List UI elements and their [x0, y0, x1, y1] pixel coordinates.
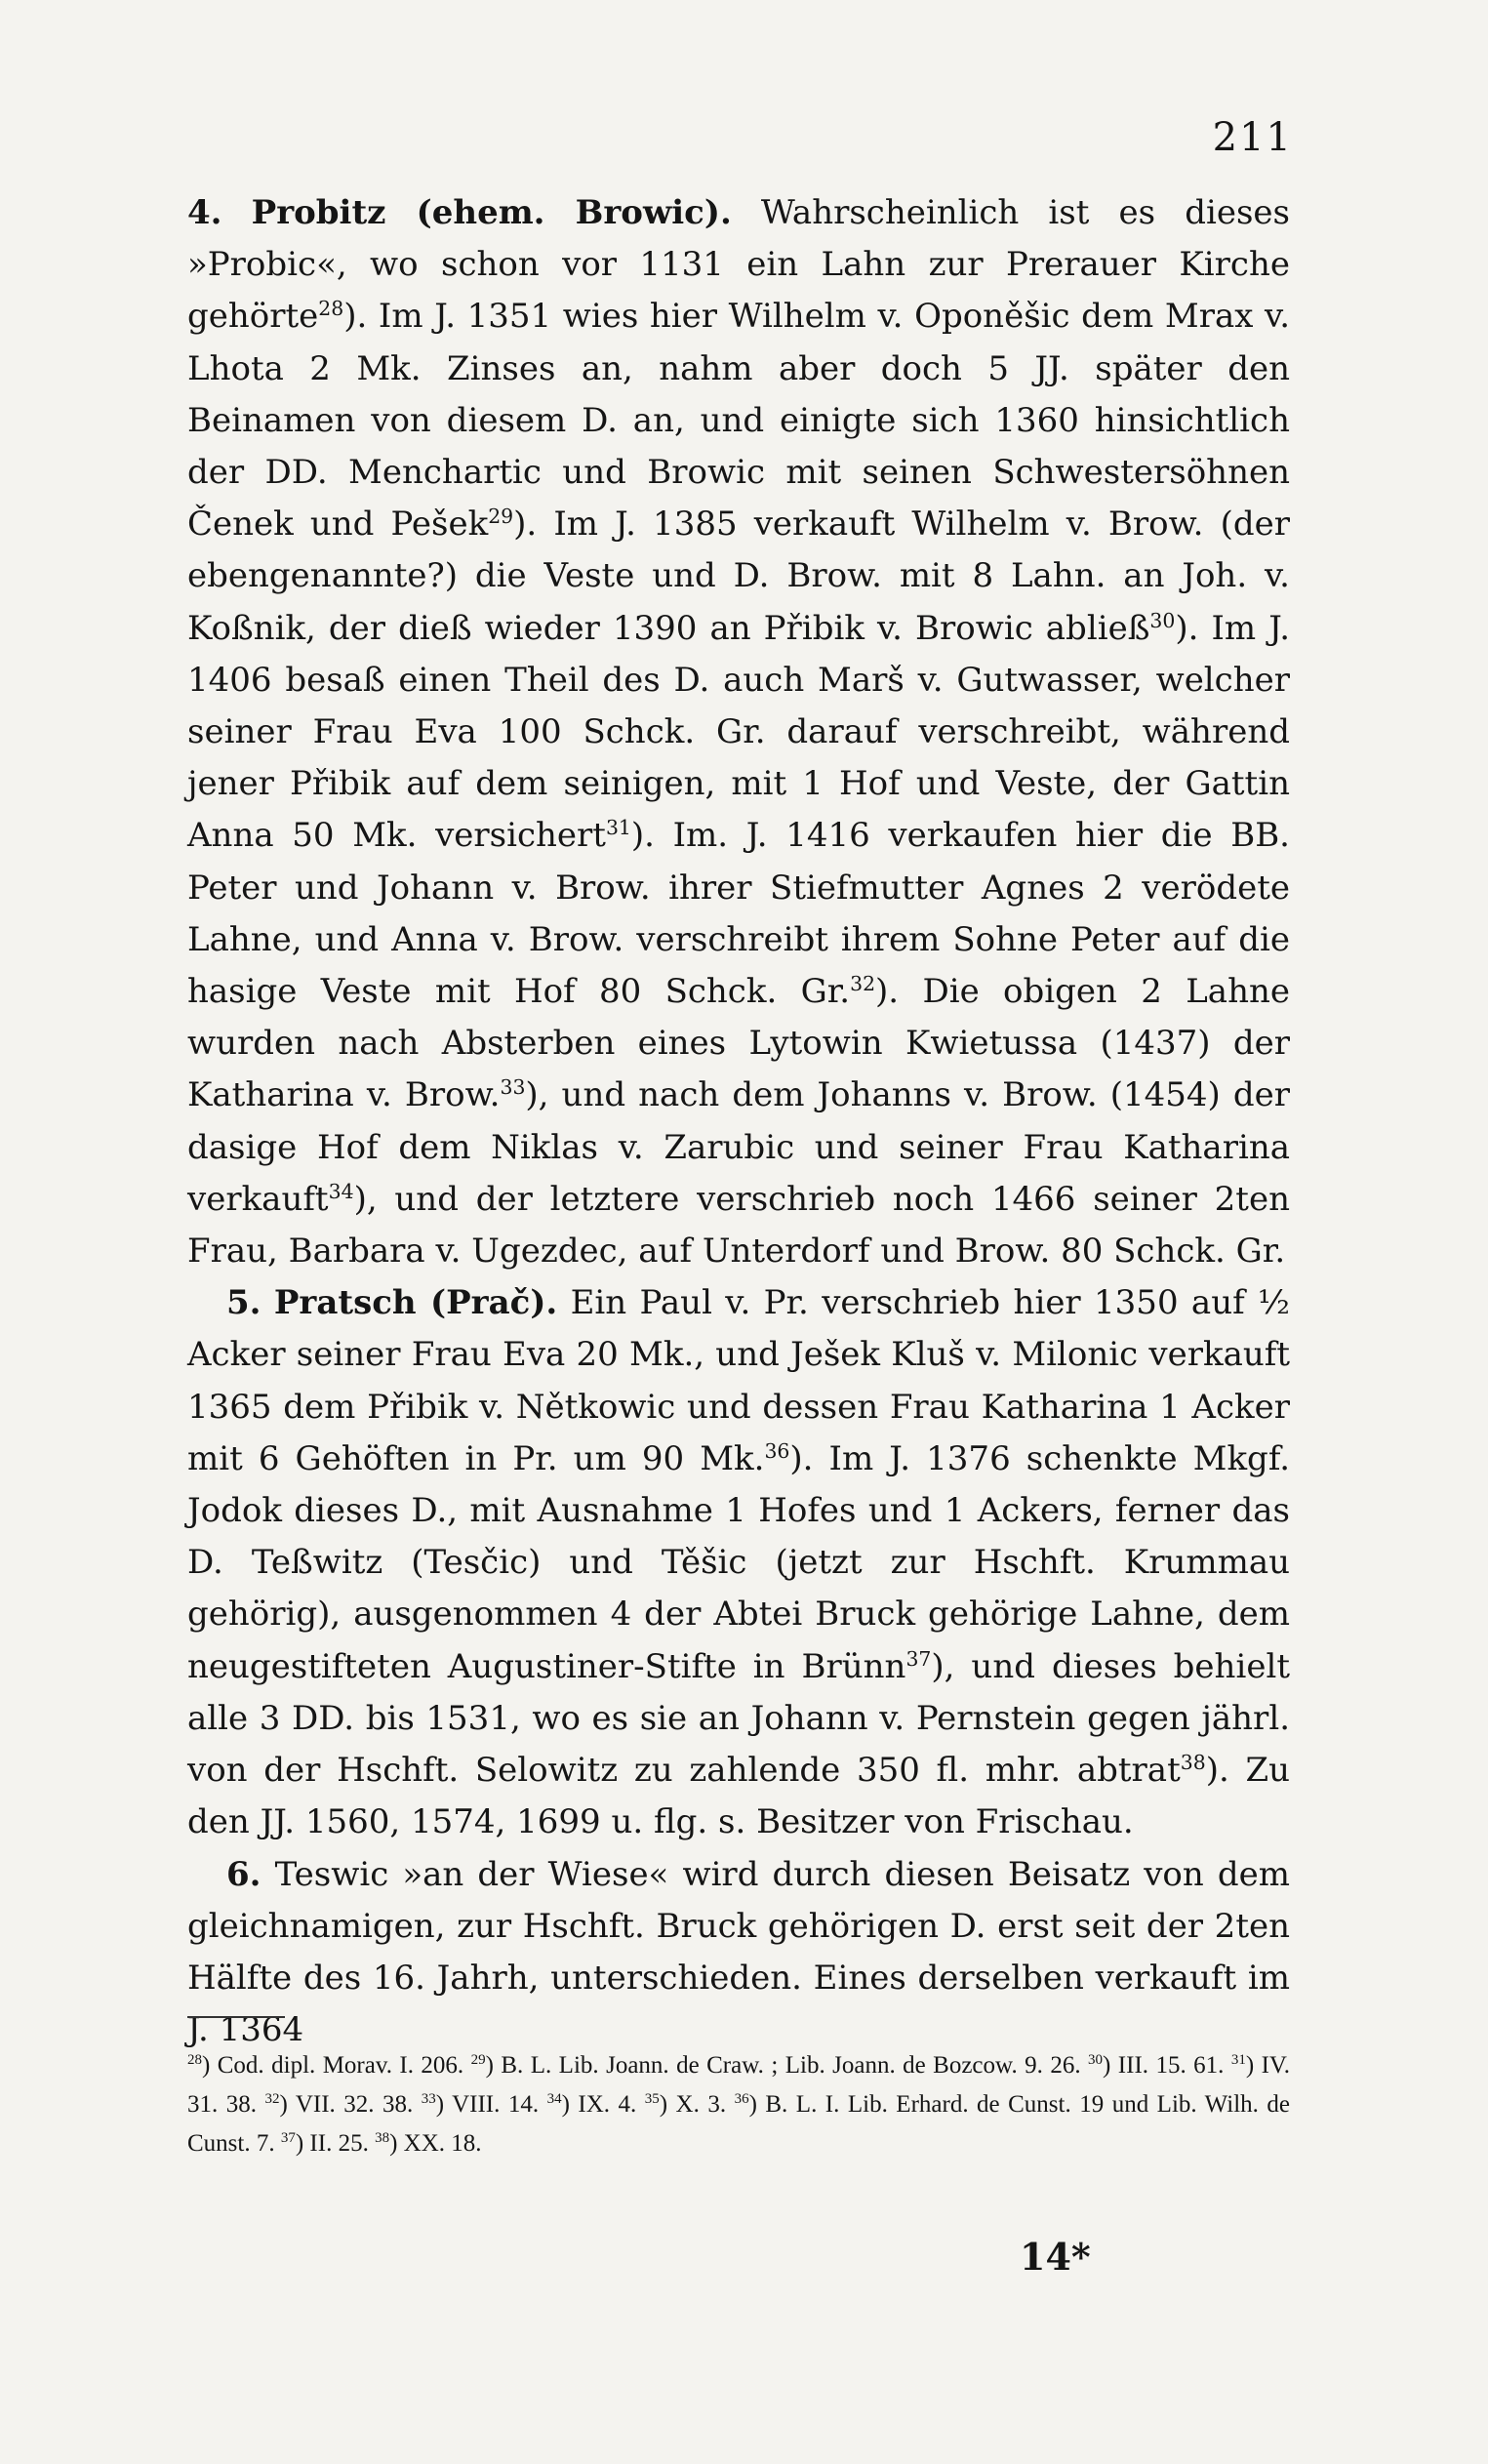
footnote-ref: 29 — [488, 504, 514, 528]
footnote-text: ) IV. 31. 38. — [187, 2052, 1290, 2118]
text-run: ). Im J. 1406 besaß einen Theil des D. auch Marš v. Gutwasser, welcher seiner Frau Eva 100 Schck. Gr. darauf verschreibt, während jener Přibik auf dem seinigen, mit 1 Hof und Veste, der Gattin Anna 50 Mk. versichert — [187, 608, 1290, 856]
footnote-ref: 28 — [318, 297, 344, 321]
footnote-number: 32 — [264, 2091, 280, 2107]
text-run: Wahrscheinlich ist es dieses »Probic«, wo schon vor 1131 ein Lahn zur Prerauer Kirche gehörte — [187, 193, 1290, 337]
text-run: ). Die obigen 2 Lahne wurden nach Absterben eines Lytowin Kwietussa (1437) der Katharina v. Brow. — [187, 972, 1290, 1115]
footnote-text: ) IX. 4. — [561, 2091, 645, 2118]
page-number: 211 — [1212, 115, 1293, 160]
main-text — [187, 187, 1290, 2056]
section-number: 4. — [187, 193, 222, 232]
footnote-ref: 33 — [500, 1075, 526, 1100]
footnote-ref: 36 — [764, 1438, 790, 1463]
section-6-paragraph — [187, 1849, 1290, 2057]
section-number: 5. — [226, 1283, 261, 1323]
footnote-number: 33 — [421, 2091, 436, 2107]
section-4-paragraph — [187, 187, 1290, 1277]
section-title: Probitz (ehem. Browic). — [251, 193, 732, 232]
footnotes — [187, 2046, 1290, 2163]
footnote-ref: 34 — [328, 1179, 354, 1203]
footnote-text: ) VII. 32. 38. — [279, 2091, 422, 2118]
footnote-ref: 30 — [1149, 608, 1176, 632]
text-run: ). Im J. 1385 verkauft Wilhelm v. Brow. (der ebengenannte?) die Veste und D. Brow. mit 8 Lahn. an Joh. v. Koßnik, der dieß wieder 1390 an Přibik v. Browic abließ — [187, 505, 1290, 648]
footnote-number: 31 — [1230, 2052, 1246, 2068]
footnote-number: 29 — [470, 2052, 486, 2068]
footnote-ref: 32 — [850, 971, 876, 995]
footnote-number: 35 — [644, 2091, 660, 2107]
footnote-number: 28 — [187, 2052, 202, 2068]
text-run: ). Im J. 1351 wies hier Wilhelm v. Oponěšic dem Mrax v. Lhota 2 Mk. Zinses an, nahm aber doch 5 JJ. später den Beinamen von diesem D. an, und einigte sich 1360 hinsichtlich der DD. Menchartic und Browic mit seinen Schwestersöhnen Čenek und Pešek — [187, 297, 1290, 545]
footnote-divider — [187, 2016, 285, 2018]
text-run: ), und dieses behielt alle 3 DD. bis 1531, wo es sie an Johann v. Pernstein gegen jährl. von der Hschft. Selowitz zu zahlende 350 fl. mhr. abtrat — [187, 1646, 1290, 1791]
footnote-text: ) XX. 18. — [389, 2130, 482, 2157]
signature-mark: 14* — [1020, 2235, 1091, 2279]
footnote-text: ) VIII. 14. — [435, 2091, 547, 2118]
footnote-number: 36 — [734, 2091, 749, 2107]
section-5-paragraph — [187, 1277, 1290, 1848]
footnote-number: 34 — [546, 2091, 562, 2107]
text-run: »an der Wiese« wird durch diesen Beisatz von dem gleichnamigen, zur Hschft. Bruck gehörigen D. erst seit der 2ten Hälfte des 16. Jahrh, unterschieden. Eines derselben verkauft im J. 1364 — [187, 1854, 1290, 2050]
footnote-block — [187, 2046, 1290, 2163]
text-run: ), und nach dem Johanns v. Brow. (1454) der dasige Hof dem Niklas v. Zarubic und seiner Frau Katharina verkauft — [187, 1075, 1290, 1219]
footnote-text: ) II. 25. — [295, 2130, 376, 2157]
footnote-ref: 31 — [605, 816, 631, 840]
footnote-number: 30 — [1088, 2052, 1104, 2068]
text-run: ). Im J. 1376 schenkte Mkgf. Jodok dieses D., mit Ausnahme 1 Hofes und 1 Ackers, ferner das D. Teßwitz (Tesčic) und Těšic (jetzt zur Hschft. Krummau gehörig), ausgenommen 4 der Abtei Bruck gehörige Lahne, dem neugestifteten Augustiner-Stifte in Brünn — [187, 1438, 1291, 1686]
footnote-ref: 38 — [1180, 1750, 1206, 1774]
text-run: ). Im. J. 1416 verkaufen hier die BB. Peter und Johann v. Brow. ihrer Stiefmutter Agnes 2 verödete Lahne, und Anna v. Brow. verschreibt ihrem Sohne Peter auf die hasige Veste mit Hof 80 Schck. Gr. — [187, 816, 1290, 1012]
text-run: ). Zu den JJ. 1560, 1574, 1699 u. flg. s. Besitzer von Frischau. — [187, 1751, 1290, 1842]
text-run: Ein Paul v. Pr. verschrieb hier 1350 auf ½ Acker seiner Frau Eva 20 Mk., und Ješek Kluš v. Milonic verkauft 1365 dem Přibik v. Nětkowic und dessen Frau Katharina 1 Acker mit 6 Gehöften in Pr. um 90 Mk. — [187, 1283, 1290, 1478]
footnote-ref: 37 — [905, 1646, 932, 1671]
text-run: ), und der letztere verschrieb noch 1466 seiner 2ten Frau, Barbara v. Ugezdec, auf Unterdorf und Brow. 80 Schck. Gr. — [187, 1179, 1290, 1272]
footnote-text: ) X. 3. — [659, 2091, 735, 2118]
footnote-number: 37 — [280, 2130, 296, 2146]
footnote-text: ) B. L. I. Lib. Erhard. de Cunst. 19 und Lib. Wilh. de Cunst. 7. — [187, 2091, 1290, 2157]
footnote-text: ) III. 15. 61. — [1103, 2052, 1231, 2079]
footnote-text: ) Cod. dipl. Morav. I. 206. — [202, 2052, 471, 2079]
section-title: Pratsch (Prač). — [273, 1283, 558, 1323]
section-number: 6. — [226, 1854, 261, 1894]
footnote-text: ) B. L. Lib. Joann. de Craw. ; Lib. Joann. de Bozcow. 9. 26. — [485, 2052, 1089, 2079]
footnote-number: 38 — [375, 2130, 390, 2146]
section-title: Teswic — [274, 1854, 389, 1894]
